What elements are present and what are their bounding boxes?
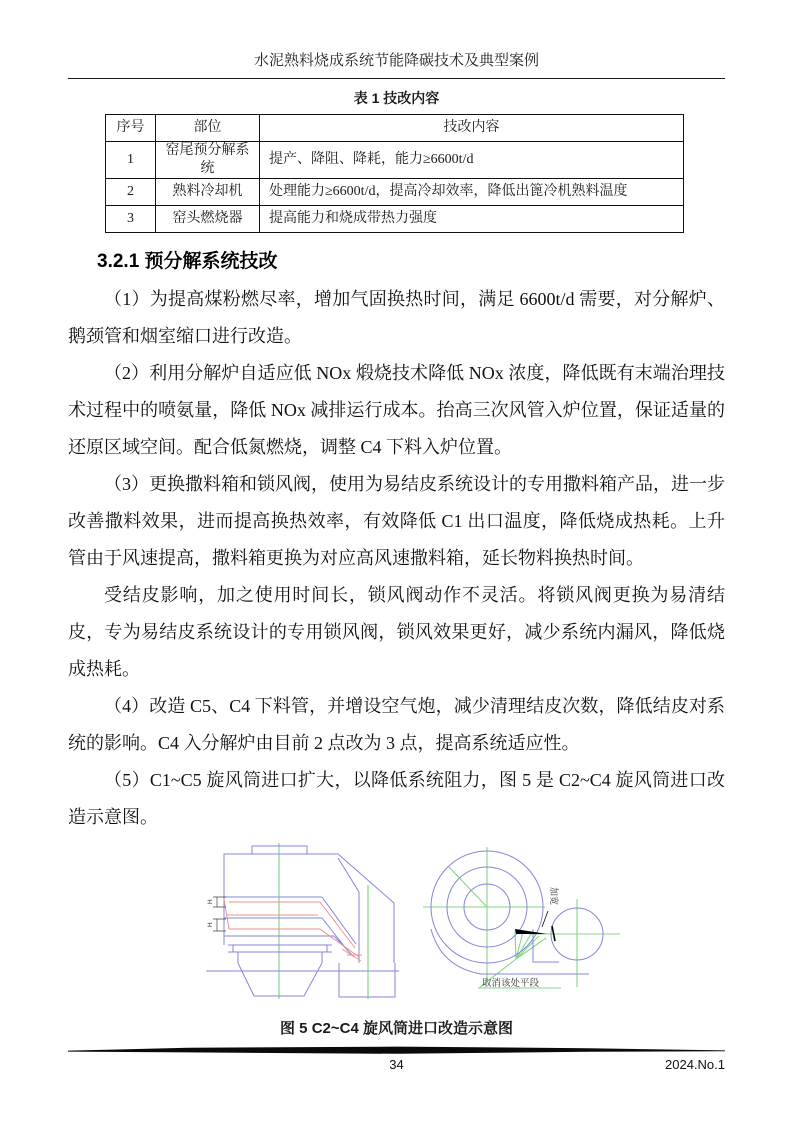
footer-spacer	[68, 1057, 128, 1072]
paragraph: （5）C1~C5 旋风筒进口扩大，以降低系统阻力，图 5 是 C2~C4 旋风筒进口改造示意图。	[68, 770, 725, 827]
col-header-content: 技改内容	[260, 115, 684, 142]
footer-rule	[68, 1046, 725, 1055]
body-paragraphs	[68, 281, 725, 836]
issue-number: 2024.No.1	[665, 1057, 725, 1072]
table-row	[106, 142, 684, 179]
cyclone-side-view-drawing	[186, 841, 403, 1013]
header-rule	[68, 78, 725, 79]
paragraph: 受结皮影响，加之使用时间长，锁风阀动作不灵活。将锁风阀更换为易清结皮，专为易结皮系统设计的专用锁风阀，锁风效果更好，减少系统内漏风，降低烧成热耗。	[68, 585, 725, 679]
paragraph: （2）利用分解炉自适应低 NOx 煅烧技术降低 NOx 浓度，降低既有末端治理技术过程中的喷氨量，降低 NOx 减排运行成本。抬高三次风管入炉位置，保证适量的还原区域空间。配合低氮燃烧，调整 C4 下料入炉位置。	[68, 363, 725, 457]
cell-index: 2	[106, 179, 156, 206]
table-header-row	[106, 115, 684, 142]
modification-table	[105, 114, 684, 233]
table-caption: 表 1 技改内容	[353, 90, 440, 106]
cancel-flat-label: 取消该处平段	[482, 978, 540, 989]
cell-content: 处理能力≥6600t/d，提高冷却效率，降低出篦冷机熟料温度	[260, 179, 684, 206]
page-footer	[68, 1046, 725, 1072]
cyclone-top-view-drawing	[419, 841, 626, 1007]
figure-5	[186, 841, 725, 1013]
table-row	[106, 179, 684, 206]
cell-content: 提产、降阻、降耗，能力≥6600t/d	[260, 142, 684, 179]
page-number: 34	[389, 1057, 404, 1072]
widen-label: 加宽	[549, 887, 559, 906]
cell-part: 熟料冷却机	[156, 179, 260, 206]
dimension-label-h1: H	[207, 899, 214, 904]
cell-content: 提高能力和烧成带热力强度	[260, 206, 684, 233]
cell-index: 3	[106, 206, 156, 233]
cell-part: 窑头燃烧器	[156, 206, 260, 233]
dimension-label-h2: H	[207, 922, 214, 927]
cell-index: 1	[106, 142, 156, 179]
paragraph: （4）改造 C5、C4 下料管，并增设空气炮，减少清理结皮次数，降低结皮对系统的影响。C4 入分解炉由目前 2 点改为 3 点，提高系统适应性。	[68, 696, 725, 753]
col-header-index: 序号	[106, 115, 156, 142]
figure-caption: 图 5 C2~C4 旋风筒进口改造示意图	[280, 1020, 513, 1037]
cell-part: 窑尾预分解系统	[156, 142, 260, 179]
paragraph: （3）更换撒料箱和锁风阀，使用为易结皮系统设计的专用撒料箱产品，进一步改善撒料效果，进而提高换热效率，有效降低 C1 出口温度，降低烧成热耗。上升管由于风速提高，撒料箱更换为对应高风速撒料箱，延长物料换热时间。	[68, 474, 725, 568]
col-header-part: 部位	[156, 115, 260, 142]
running-header: 水泥熟料烧成系统节能降碳技术及典型案例	[253, 53, 539, 69]
table-row	[106, 206, 684, 233]
section-heading: 3.2.1 预分解系统技改	[97, 251, 278, 272]
paragraph: （1）为提高煤粉燃尽率，增加气固换热时间，满足 6600t/d 需要，对分解炉、鹅颈管和烟室缩口进行改造。	[68, 289, 725, 346]
